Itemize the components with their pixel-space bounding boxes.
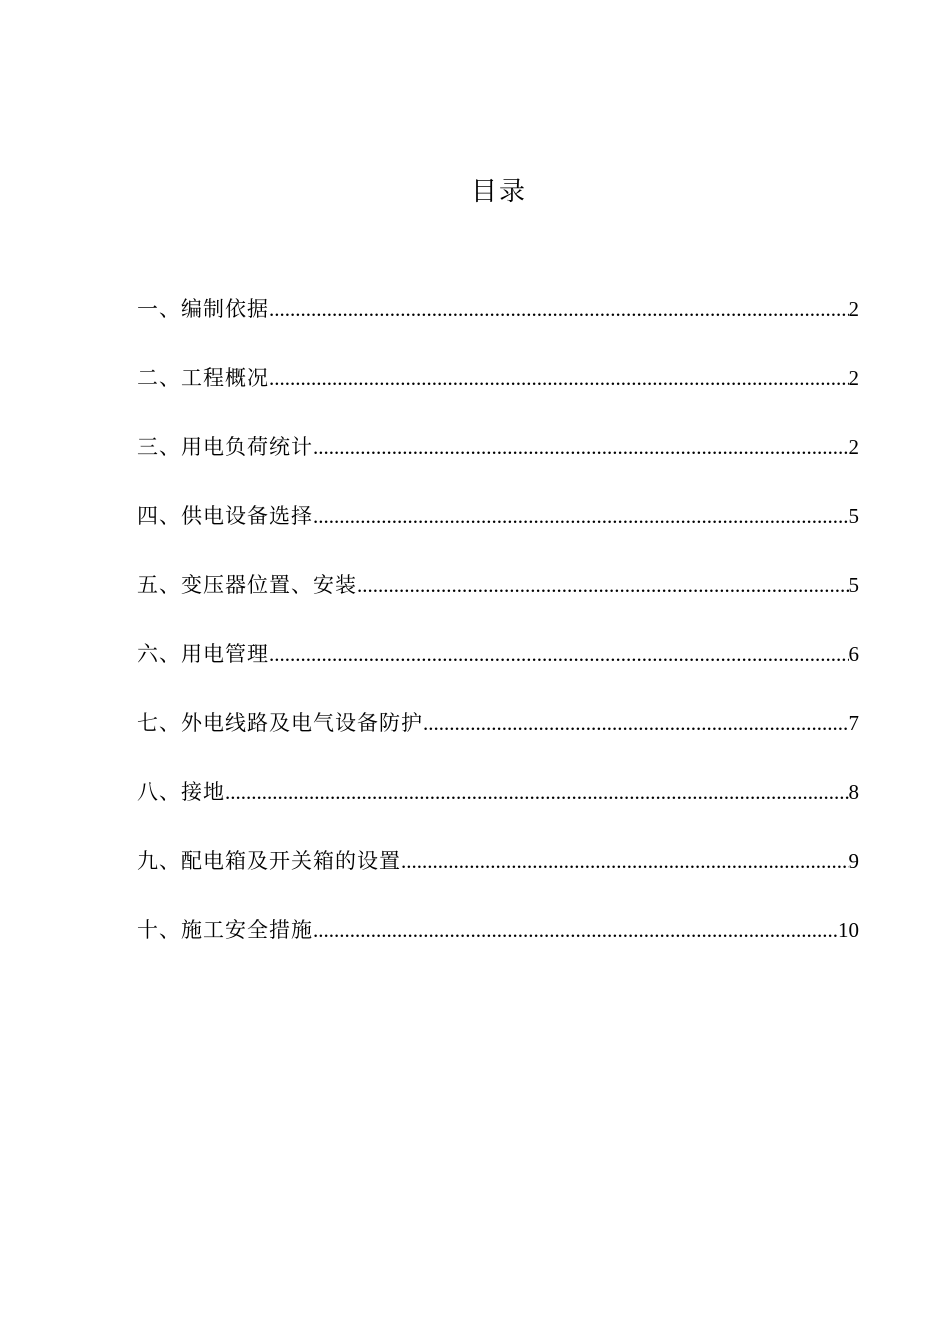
toc-entry[interactable]	[137, 908, 859, 977]
toc-entry-page-number: 2	[848, 366, 859, 390]
toc-entry[interactable]	[137, 287, 859, 356]
toc-entry-label: 二、工程概况	[137, 366, 269, 390]
toc-list	[137, 287, 859, 977]
toc-dot-leader	[357, 563, 849, 607]
toc-entry-label: 三、用电负荷统计	[137, 435, 313, 459]
toc-entry[interactable]	[137, 425, 859, 494]
toc-title: 目录	[470, 177, 527, 207]
toc-dot-leader	[313, 908, 838, 952]
toc-entry-page-number: 8	[848, 780, 859, 804]
toc-dot-leader	[423, 701, 849, 745]
toc-entry-label: 五、变压器位置、安装	[137, 573, 357, 597]
toc-entry-page-number: 2	[848, 435, 859, 459]
toc-entry[interactable]	[137, 770, 859, 839]
toc-entry[interactable]	[137, 494, 859, 563]
toc-entry[interactable]	[137, 632, 859, 701]
toc-entry-page-number: 7	[848, 711, 859, 735]
toc-entry-label: 九、配电箱及开关箱的设置	[137, 849, 401, 873]
toc-entry[interactable]	[137, 839, 859, 908]
toc-dot-leader	[313, 425, 849, 469]
toc-entry-label: 四、供电设备选择	[137, 504, 313, 528]
toc-entry[interactable]	[137, 701, 859, 770]
toc-entry-label: 八、接地	[137, 780, 225, 804]
toc-dot-leader	[225, 770, 849, 814]
toc-dot-leader	[401, 839, 849, 883]
toc-entry[interactable]	[137, 356, 859, 425]
toc-entry-page-number: 10	[838, 918, 859, 942]
toc-entry[interactable]	[137, 563, 859, 632]
toc-dot-leader	[269, 287, 849, 331]
toc-dot-leader	[269, 632, 849, 676]
toc-dot-leader	[269, 356, 849, 400]
toc-entry-label: 十、施工安全措施	[137, 918, 313, 942]
toc-entry-label: 六、用电管理	[137, 642, 269, 666]
toc-entry-label: 一、编制依据	[137, 297, 269, 321]
toc-entry-page-number: 2	[848, 297, 859, 321]
toc-entry-page-number: 5	[848, 573, 859, 597]
toc-dot-leader	[313, 494, 849, 538]
toc-entry-page-number: 5	[848, 504, 859, 528]
toc-entry-label: 七、外电线路及电气设备防护	[137, 711, 423, 735]
toc-entry-page-number: 6	[848, 642, 859, 666]
toc-entry-page-number: 9	[848, 849, 859, 873]
